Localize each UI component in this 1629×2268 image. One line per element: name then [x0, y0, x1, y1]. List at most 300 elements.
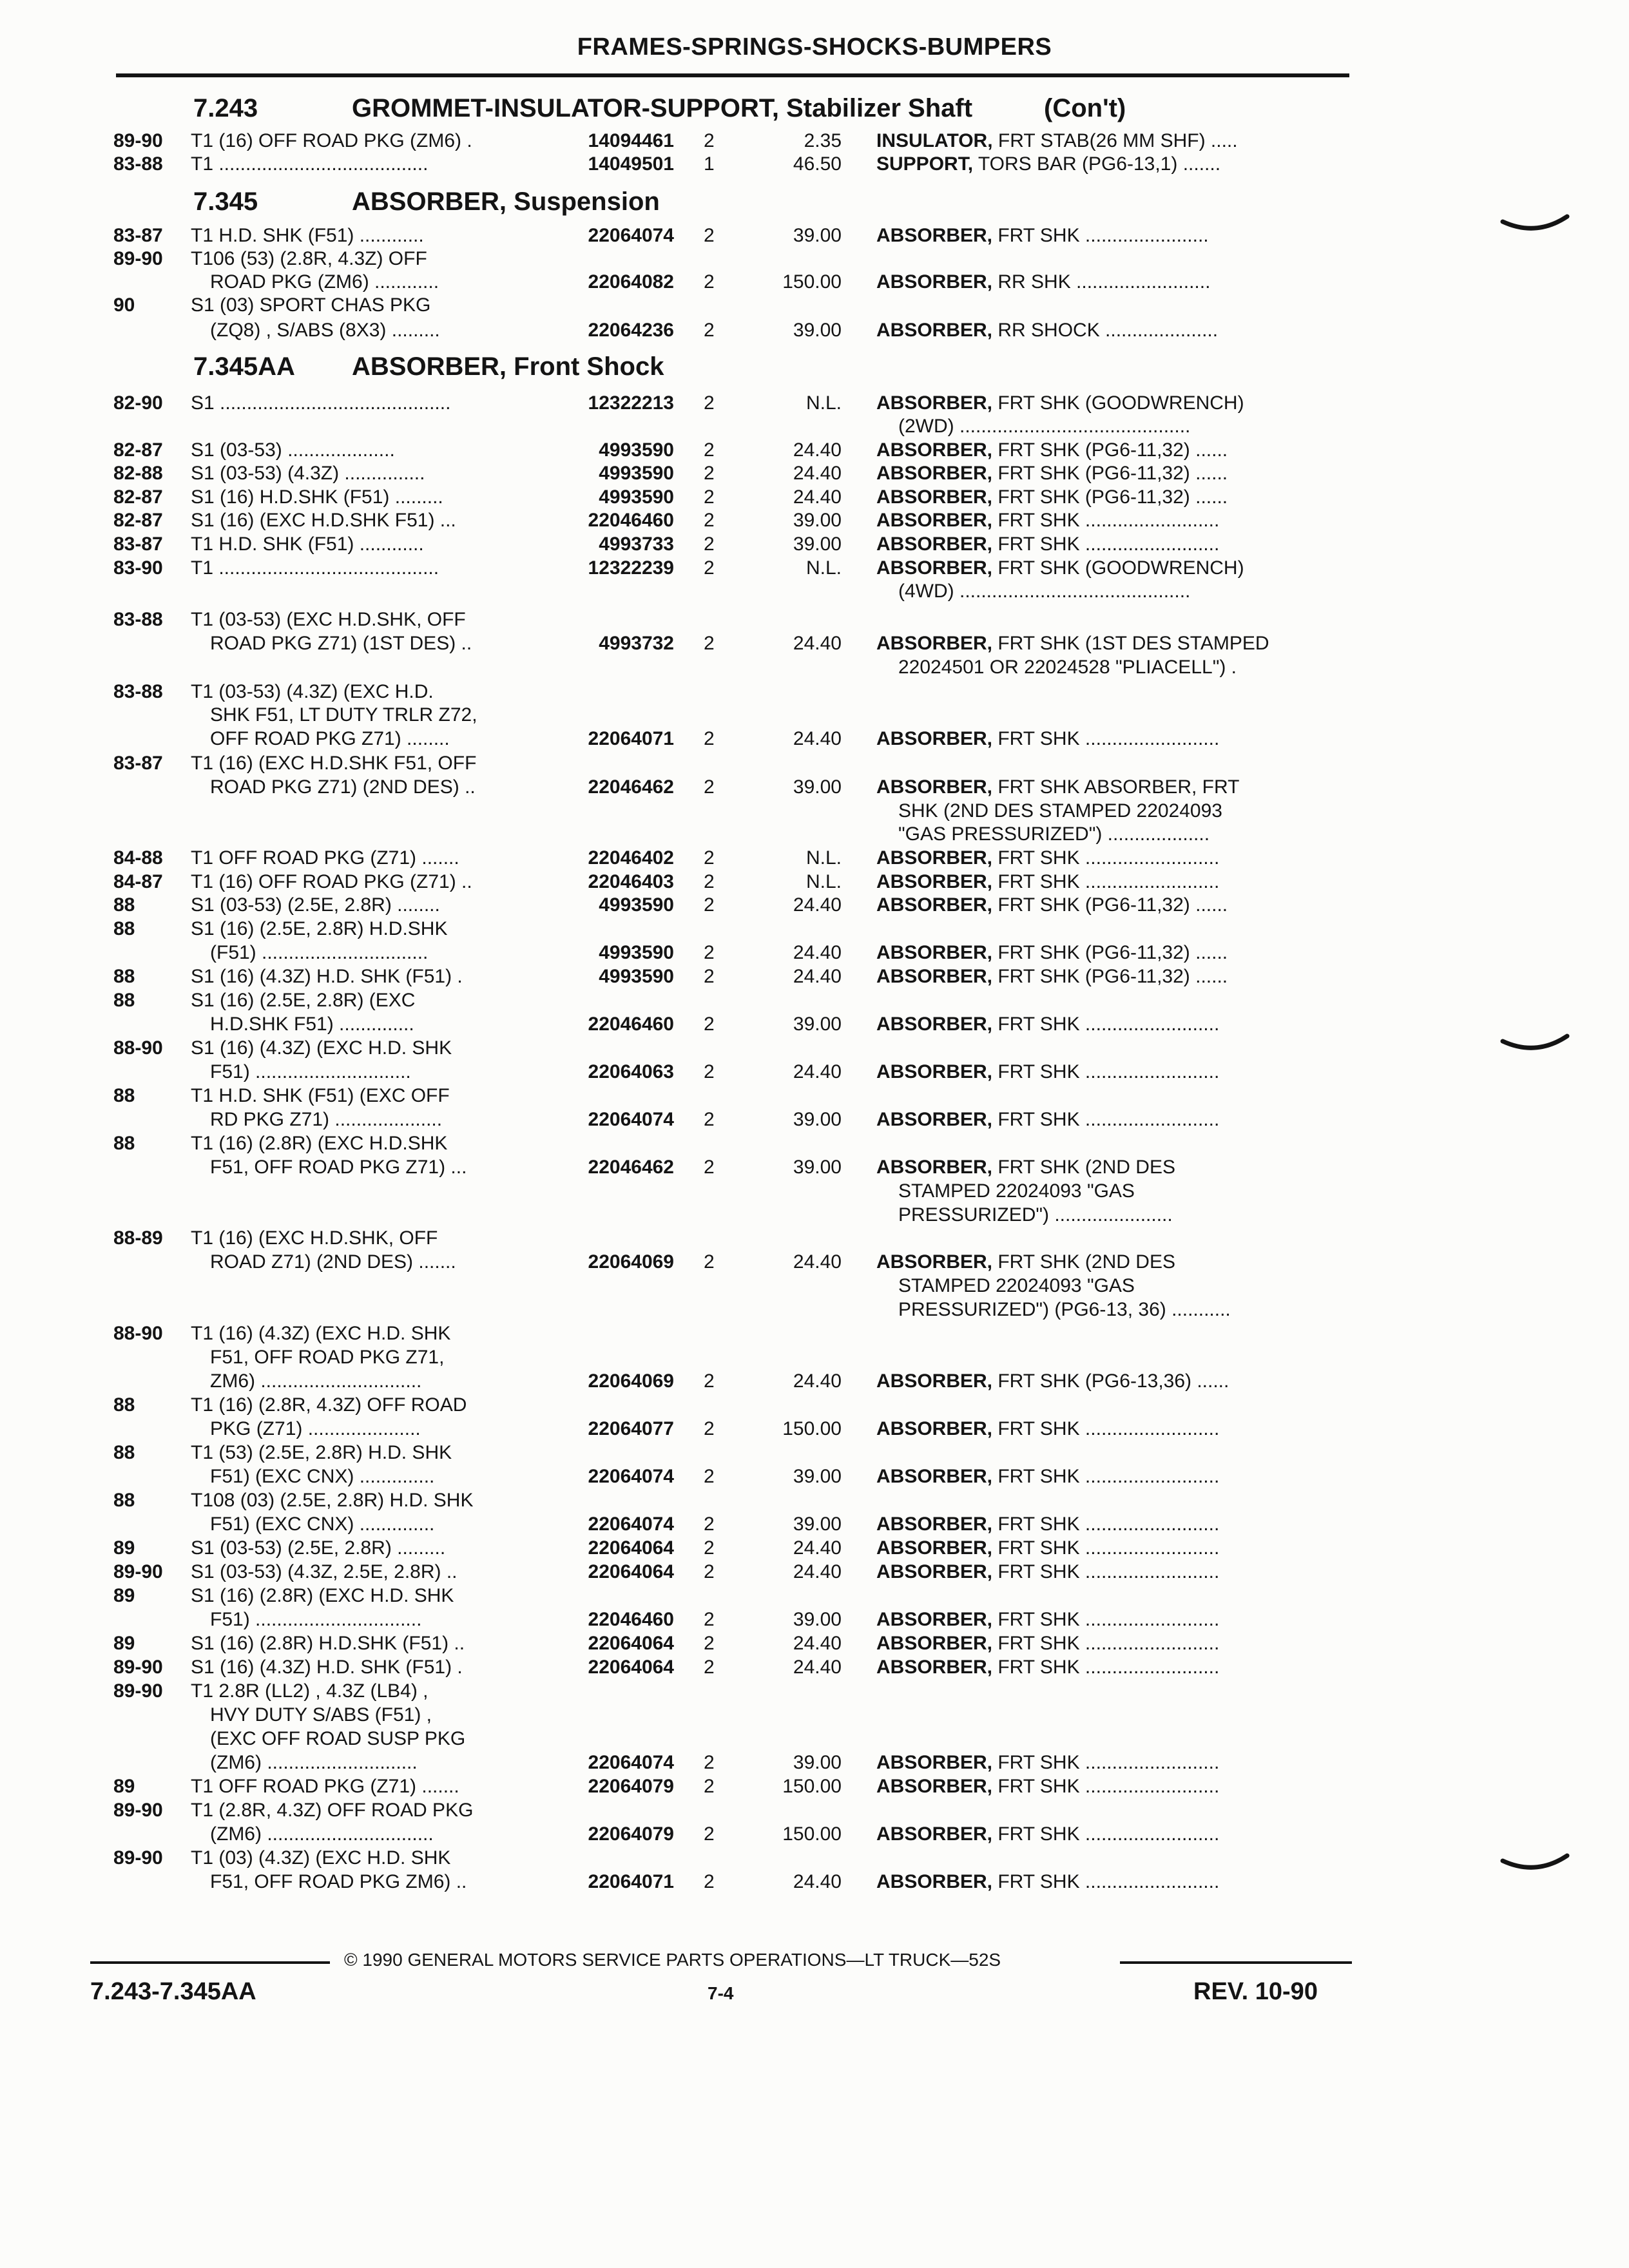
part-description — [876, 941, 1228, 965]
part-name: ABSORBER, — [876, 1251, 993, 1273]
part-number: 4993732 — [599, 633, 674, 654]
part-detail: FRT SHK ABSORBER, FRT — [992, 776, 1240, 798]
application-desc-cont: F51) ............................. — [210, 1061, 411, 1082]
part-description-cont: PRESSURIZED") (PG6-13, 36) ........... — [898, 1299, 1231, 1320]
price: 24.40 — [793, 439, 842, 461]
application-desc-cont: OFF ROAD PKG Z71) ........ — [210, 728, 450, 749]
section-title-main: GROMMET-INSULATOR-SUPPORT, — [352, 94, 779, 122]
model-years: 88 — [113, 894, 135, 916]
application-desc: S1 (03-53) .................... — [191, 439, 395, 461]
model-years: 88 — [113, 918, 135, 939]
price: 39.00 — [793, 320, 842, 341]
part-description — [876, 508, 1219, 532]
part-name: ABSORBER, — [876, 1514, 993, 1535]
part-description — [876, 1108, 1219, 1131]
part-number: 22064064 — [588, 1537, 674, 1559]
part-description — [876, 1250, 1175, 1274]
section-title — [352, 352, 664, 381]
part-description-cont: PRESSURIZED") ...................... — [898, 1204, 1173, 1225]
quantity: 2 — [704, 1466, 715, 1487]
application-desc: S1 (03-53) (2.5E, 2.8R) ........ — [191, 894, 440, 916]
price: 24.40 — [793, 633, 842, 654]
model-years: 88 — [113, 1442, 135, 1463]
application-desc: T1 (16) (2.8R) (EXC H.D.SHK — [191, 1133, 448, 1154]
model-years: 88 — [113, 1133, 135, 1154]
part-name: ABSORBER, — [876, 1776, 993, 1797]
quantity: 2 — [704, 942, 715, 963]
model-years: 88-90 — [113, 1323, 163, 1344]
part-description — [876, 224, 1209, 247]
quantity: 2 — [704, 1657, 715, 1678]
application-desc: T1 H.D. SHK (F51) (EXC OFF — [191, 1085, 450, 1106]
application-desc: T1 ....................................... — [191, 153, 429, 175]
part-number: 22046460 — [588, 1609, 674, 1630]
part-detail: FRT SHK ......................... — [992, 1561, 1220, 1582]
model-years: 82-90 — [113, 392, 163, 414]
part-name: ABSORBER, — [876, 225, 993, 246]
model-years: 89-90 — [113, 1847, 163, 1869]
part-detail: FRT SHK ......................... — [992, 1752, 1220, 1773]
quantity: 2 — [704, 130, 715, 151]
application-desc: T106 (53) (2.8R, 4.3Z) OFF — [191, 248, 427, 269]
quantity: 2 — [704, 633, 715, 654]
footer-page-number: 7-4 — [708, 1983, 734, 2003]
application-desc: S1 (03-53) (2.5E, 2.8R) ......... — [191, 1537, 446, 1559]
part-description — [876, 1465, 1219, 1488]
model-years: 89 — [113, 1776, 135, 1797]
quantity: 2 — [704, 486, 715, 508]
part-description — [876, 1870, 1219, 1894]
part-name: ABSORBER, — [876, 1109, 993, 1130]
price: 150.00 — [782, 271, 842, 293]
part-description — [876, 485, 1228, 509]
part-detail: TORS BAR (PG6-13,1) ....... — [973, 153, 1221, 175]
part-name: ABSORBER, — [876, 557, 993, 579]
part-name: ABSORBER, — [876, 1633, 993, 1654]
quantity: 1 — [704, 153, 715, 175]
part-name: ABSORBER, — [876, 510, 993, 531]
part-number: 4993590 — [599, 463, 674, 484]
part-description-cont: (4WD) ........................................... — [898, 581, 1191, 602]
application-desc: S1 (16) (4.3Z) H.D. SHK (F51) . — [191, 1657, 463, 1678]
price: 39.00 — [793, 1609, 842, 1630]
price: 46.50 — [793, 153, 842, 175]
price: 24.40 — [793, 728, 842, 749]
section-number: 7.243 — [193, 94, 258, 122]
price: 24.40 — [793, 1633, 842, 1654]
application-desc: T1 OFF ROAD PKG (Z71) ....... — [191, 1776, 459, 1797]
application-desc: T1 (03) (4.3Z) (EXC H.D. SHK — [191, 1847, 451, 1869]
quantity: 2 — [704, 439, 715, 461]
part-detail: FRT SHK ......................... — [992, 533, 1220, 555]
quantity: 2 — [704, 557, 715, 579]
price: 24.40 — [793, 1561, 842, 1582]
part-description — [876, 631, 1269, 655]
application-desc: S1 (16) (2.5E, 2.8R) H.D.SHK — [191, 918, 448, 939]
part-name: ABSORBER, — [876, 1871, 993, 1892]
quantity: 2 — [704, 1061, 715, 1082]
application-desc-cont: F51) (EXC CNX) .............. — [210, 1514, 435, 1535]
part-description — [876, 1774, 1219, 1798]
price: 24.40 — [793, 1061, 842, 1082]
application-desc: T1 H.D. SHK (F51) ............ — [191, 225, 424, 246]
application-desc-cont: F51) ............................... — [210, 1609, 422, 1630]
part-number: 22064082 — [588, 271, 674, 293]
model-years: 88 — [113, 966, 135, 987]
quantity: 2 — [704, 1633, 715, 1654]
section-title-main: ABSORBER, Front Shock — [352, 352, 664, 381]
quantity: 2 — [704, 271, 715, 293]
part-detail: FRT SHK ......................... — [992, 847, 1220, 869]
quantity: 2 — [704, 894, 715, 916]
part-name: ABSORBER, — [876, 463, 993, 484]
model-years: 82-87 — [113, 510, 163, 531]
part-detail: FRT SHK ......................... — [992, 510, 1220, 531]
part-detail: FRT SHK (1ST DES STAMPED — [992, 633, 1269, 654]
application-desc: T1 ......................................... — [191, 557, 439, 579]
part-name: ABSORBER, — [876, 1537, 993, 1559]
price: 39.00 — [793, 1109, 842, 1130]
application-desc: S1 (03-53) (4.3Z) ............... — [191, 463, 425, 484]
part-description — [876, 1608, 1219, 1631]
price: 24.40 — [793, 942, 842, 963]
part-detail: FRT SHK ......................... — [992, 1061, 1220, 1082]
part-number: 4993590 — [599, 439, 674, 461]
part-description — [876, 1012, 1219, 1036]
model-years: 82-87 — [113, 439, 163, 461]
part-name: ABSORBER, — [876, 1157, 993, 1178]
footer-rule-right — [1120, 1961, 1352, 1964]
model-years: 82-88 — [113, 463, 163, 484]
footer-section-range: 7.243-7.345AA — [90, 1978, 256, 2005]
part-number: 22064074 — [588, 225, 674, 246]
application-desc: S1 (16) (4.3Z) H.D. SHK (F51) . — [191, 966, 463, 987]
model-years: 89-90 — [113, 1561, 163, 1582]
application-desc: S1 (16) H.D.SHK (F51) ......... — [191, 486, 443, 508]
model-years: 89 — [113, 1537, 135, 1559]
part-description — [876, 461, 1228, 485]
part-name: ABSORBER, — [876, 1370, 993, 1392]
quantity: 2 — [704, 463, 715, 484]
application-desc: S1 (03-53) (4.3Z, 2.5E, 2.8R) .. — [191, 1561, 458, 1582]
application-desc-cont: RD PKG Z71) .................... — [210, 1109, 443, 1130]
part-description — [876, 1560, 1219, 1584]
application-desc: S1 (16) (2.5E, 2.8R) (EXC — [191, 990, 416, 1011]
model-years: 83-90 — [113, 557, 163, 579]
price: 39.00 — [793, 533, 842, 555]
application-desc: T1 (03-53) (EXC H.D.SHK, OFF — [191, 609, 466, 630]
part-number: 12322239 — [588, 557, 674, 579]
price: 39.00 — [793, 1514, 842, 1535]
model-years: 83-87 — [113, 753, 163, 774]
price: N.L. — [805, 847, 842, 869]
price: 2.35 — [804, 130, 842, 151]
part-name: ABSORBER, — [876, 894, 993, 916]
part-detail: FRT SHK ......................... — [992, 1537, 1220, 1559]
part-name: ABSORBER, — [876, 1061, 993, 1082]
model-years: 89-90 — [113, 130, 163, 151]
price: 24.40 — [793, 1871, 842, 1892]
quantity: 2 — [704, 533, 715, 555]
application-desc-cont: PKG (Z71) ..................... — [210, 1418, 421, 1439]
section-continued: (Con't) — [1044, 94, 1126, 122]
price: N.L. — [805, 871, 842, 892]
model-years: 84-87 — [113, 871, 163, 892]
part-number: 22064079 — [588, 1776, 674, 1797]
price: 24.40 — [793, 1537, 842, 1559]
part-detail: FRT SHK ......................... — [992, 871, 1220, 892]
section-number: 7.345AA — [193, 352, 295, 381]
application-desc: T1 (16) (EXC H.D.SHK F51, OFF — [191, 753, 477, 774]
page-header-title: FRAMES-SPRINGS-SHOCKS-BUMPERS — [577, 34, 1052, 61]
application-desc-cont: (ZM6) ............................... — [210, 1823, 434, 1845]
application-desc: T1 (16) OFF ROAD PKG (Z71) .. — [191, 871, 472, 892]
section-title-main: ABSORBER, Suspension — [352, 187, 660, 216]
part-description — [876, 1512, 1219, 1536]
part-description — [876, 727, 1219, 751]
application-desc: T108 (03) (2.5E, 2.8R) H.D. SHK — [191, 1490, 474, 1511]
application-desc: T1 (2.8R, 4.3Z) OFF ROAD PKG — [191, 1800, 474, 1821]
part-detail: FRT SHK ....................... — [992, 225, 1209, 246]
part-name: ABSORBER, — [876, 533, 993, 555]
part-description — [876, 1155, 1175, 1179]
quantity: 2 — [704, 1157, 715, 1178]
part-name: ABSORBER, — [876, 1561, 993, 1582]
part-number: 22064069 — [588, 1251, 674, 1273]
application-desc: T1 (03-53) (4.3Z) (EXC H.D. — [191, 681, 434, 702]
part-description — [876, 846, 1219, 870]
application-desc: T1 2.8R (LL2) , 4.3Z (LB4) , — [191, 1680, 429, 1702]
part-number: 22064074 — [588, 1466, 674, 1487]
quantity: 2 — [704, 966, 715, 987]
part-description — [876, 775, 1239, 799]
part-name: ABSORBER, — [876, 271, 993, 293]
application-desc-cont: F51) (EXC CNX) .............. — [210, 1466, 435, 1487]
part-number: 4993590 — [599, 966, 674, 987]
part-number: 22064079 — [588, 1823, 674, 1845]
quantity: 2 — [704, 1537, 715, 1559]
part-detail: FRT SHK (GOODWRENCH) — [992, 557, 1244, 579]
part-name: INSULATOR, — [876, 130, 993, 151]
application-desc-cont: (ZQ8) , S/ABS (8X3) ......... — [210, 320, 440, 341]
part-number: 12322213 — [588, 392, 674, 414]
part-description — [876, 391, 1244, 415]
part-number: 22064069 — [588, 1370, 674, 1392]
part-description — [876, 556, 1244, 580]
quantity: 2 — [704, 1776, 715, 1797]
application-desc-cont: F51, OFF ROAD PKG Z71) ... — [210, 1157, 467, 1178]
part-description-cont: STAMPED 22024093 "GAS — [898, 1180, 1135, 1202]
part-detail: FRT SHK ......................... — [992, 1871, 1220, 1892]
part-number: 22046462 — [588, 1157, 674, 1178]
part-description — [876, 438, 1228, 462]
application-desc-cont: H.D.SHK F51) .............. — [210, 1014, 414, 1035]
model-years: 88 — [113, 1394, 135, 1416]
model-years: 89 — [113, 1585, 135, 1606]
application-desc: S1 (03) SPORT CHAS PKG — [191, 294, 431, 316]
binder-mark-icon — [1500, 1032, 1571, 1058]
part-name: ABSORBER, — [876, 1609, 993, 1630]
price: 24.40 — [793, 463, 842, 484]
quantity: 2 — [704, 776, 715, 798]
part-detail: FRT SHK (PG6-11,32) ...... — [992, 894, 1228, 916]
part-number: 22046460 — [588, 510, 674, 531]
part-detail: FRT SHK ......................... — [992, 1418, 1220, 1439]
application-desc: S1 (16) (EXC H.D.SHK F51) ... — [191, 510, 456, 531]
part-number: 22064064 — [588, 1657, 674, 1678]
footer-revision: REV. 10-90 — [1193, 1978, 1318, 2005]
application-desc-cont: SHK F51, LT DUTY TRLR Z72, — [210, 704, 477, 726]
quantity: 2 — [704, 1609, 715, 1630]
application-desc-cont: ROAD PKG (ZM6) ............ — [210, 271, 439, 293]
quantity: 2 — [704, 1871, 715, 1892]
part-detail: FRT SHK (PG6-13,36) ...... — [992, 1370, 1229, 1392]
part-description-cont: (2WD) ........................................... — [898, 416, 1191, 437]
part-number: 22046462 — [588, 776, 674, 798]
application-desc-cont: ROAD PKG Z71) (1ST DES) .. — [210, 633, 472, 654]
part-number: 4993733 — [599, 533, 674, 555]
part-detail: FRT SHK ......................... — [992, 1823, 1220, 1845]
part-description — [876, 532, 1219, 556]
model-years: 89-90 — [113, 248, 163, 269]
footer-copyright: © 1990 GENERAL MOTORS SERVICE PARTS OPERATIONS—LT TRUCK—52S — [344, 1950, 1001, 1970]
price: 24.40 — [793, 1251, 842, 1273]
model-years: 88 — [113, 1085, 135, 1106]
part-number: 22064071 — [588, 1871, 674, 1892]
part-name: ABSORBER, — [876, 1752, 993, 1773]
part-description — [876, 1417, 1219, 1441]
model-years: 83-88 — [113, 153, 163, 175]
price: 150.00 — [782, 1823, 842, 1845]
price: N.L. — [805, 557, 842, 579]
part-description — [876, 1822, 1219, 1846]
part-name: ABSORBER, — [876, 633, 993, 654]
part-detail: FRT SHK ......................... — [992, 728, 1220, 749]
part-number: 22064077 — [588, 1418, 674, 1439]
part-name: ABSORBER, — [876, 871, 993, 892]
part-number: 22046402 — [588, 847, 674, 869]
application-desc: S1 (16) (4.3Z) (EXC H.D. SHK — [191, 1037, 452, 1059]
model-years: 89-90 — [113, 1657, 163, 1678]
model-years: 83-87 — [113, 533, 163, 555]
model-years: 89 — [113, 1633, 135, 1654]
part-description — [876, 1369, 1229, 1393]
application-desc: T1 (16) (EXC H.D.SHK, OFF — [191, 1227, 438, 1249]
part-detail: FRT SHK ......................... — [992, 1014, 1220, 1035]
part-number: 22046403 — [588, 871, 674, 892]
part-detail: FRT SHK (PG6-11,32) ...... — [992, 966, 1228, 987]
part-detail: FRT SHK ......................... — [992, 1514, 1220, 1535]
application-desc: T1 (16) (2.8R, 4.3Z) OFF ROAD — [191, 1394, 467, 1416]
part-name: ABSORBER, — [876, 392, 993, 414]
quantity: 2 — [704, 871, 715, 892]
price: N.L. — [805, 392, 842, 414]
part-name: ABSORBER, — [876, 1418, 993, 1439]
part-detail: FRT SHK (2ND DES — [992, 1157, 1175, 1178]
price: 39.00 — [793, 1752, 842, 1773]
quantity: 2 — [704, 1752, 715, 1773]
model-years: 89-90 — [113, 1800, 163, 1821]
part-detail: FRT SHK (PG6-11,32) ...... — [992, 439, 1228, 461]
application-desc: T1 H.D. SHK (F51) ............ — [191, 533, 424, 555]
part-number: 4993590 — [599, 942, 674, 963]
part-description — [876, 129, 1238, 153]
part-number: 22064236 — [588, 320, 674, 341]
price: 24.40 — [793, 966, 842, 987]
application-desc: S1 ........................................... — [191, 392, 451, 414]
part-detail: FRT SHK (2ND DES — [992, 1251, 1175, 1273]
binder-mark-icon — [1500, 213, 1571, 238]
part-number: 4993590 — [599, 894, 674, 916]
quantity: 2 — [704, 1014, 715, 1035]
part-description — [876, 318, 1218, 342]
price: 150.00 — [782, 1776, 842, 1797]
part-detail: FRT STAB(26 MM SHF) ..... — [992, 130, 1238, 151]
part-number: 22064074 — [588, 1109, 674, 1130]
part-detail: FRT SHK ......................... — [992, 1776, 1220, 1797]
part-detail: FRT SHK ......................... — [992, 1609, 1220, 1630]
quantity: 2 — [704, 1561, 715, 1582]
application-desc-cont: (ZM6) ............................ — [210, 1752, 418, 1773]
application-desc: T1 (16) OFF ROAD PKG (ZM6) . — [191, 130, 472, 151]
price: 39.00 — [793, 1157, 842, 1178]
part-name: ABSORBER, — [876, 1823, 993, 1845]
binder-mark-icon — [1500, 1852, 1571, 1878]
part-description-cont: "GAS PRESSURIZED") ................... — [898, 823, 1210, 845]
part-description — [876, 965, 1228, 988]
application-desc-cont: ROAD PKG Z71) (2ND DES) .. — [210, 776, 476, 798]
quantity: 2 — [704, 1251, 715, 1273]
part-number: 22064063 — [588, 1061, 674, 1082]
model-years: 84-88 — [113, 847, 163, 869]
quantity: 2 — [704, 1823, 715, 1845]
model-years: 83-87 — [113, 225, 163, 246]
part-description — [876, 893, 1228, 917]
part-name: ABSORBER, — [876, 486, 993, 508]
part-detail: FRT SHK (GOODWRENCH) — [992, 392, 1244, 414]
part-description — [876, 270, 1210, 294]
application-desc: S1 (16) (2.8R) (EXC H.D. SHK — [191, 1585, 454, 1606]
part-description — [876, 1751, 1219, 1774]
part-description — [876, 1060, 1219, 1084]
quantity: 2 — [704, 728, 715, 749]
part-description — [876, 1655, 1219, 1679]
price: 39.00 — [793, 225, 842, 246]
part-number: 22064064 — [588, 1561, 674, 1582]
part-detail: FRT SHK ......................... — [992, 1657, 1220, 1678]
part-number: 14094461 — [588, 130, 674, 151]
part-detail: FRT SHK ......................... — [992, 1466, 1220, 1487]
price: 24.40 — [793, 1370, 842, 1392]
quantity: 2 — [704, 225, 715, 246]
part-number: 14049501 — [588, 153, 674, 175]
part-name: ABSORBER, — [876, 1466, 993, 1487]
part-name: ABSORBER, — [876, 942, 993, 963]
section-title — [352, 187, 660, 216]
quantity: 2 — [704, 392, 715, 414]
model-years: 83-88 — [113, 609, 163, 630]
part-description — [876, 152, 1220, 176]
model-years: 89-90 — [113, 1680, 163, 1702]
price: 39.00 — [793, 1014, 842, 1035]
model-years: 82-87 — [113, 486, 163, 508]
application-desc-cont: ROAD Z71) (2ND DES) ....... — [210, 1251, 456, 1273]
price: 24.40 — [793, 894, 842, 916]
quantity: 2 — [704, 1418, 715, 1439]
price: 24.40 — [793, 486, 842, 508]
part-name: ABSORBER, — [876, 728, 993, 749]
application-desc: T1 (53) (2.5E, 2.8R) H.D. SHK — [191, 1442, 452, 1463]
